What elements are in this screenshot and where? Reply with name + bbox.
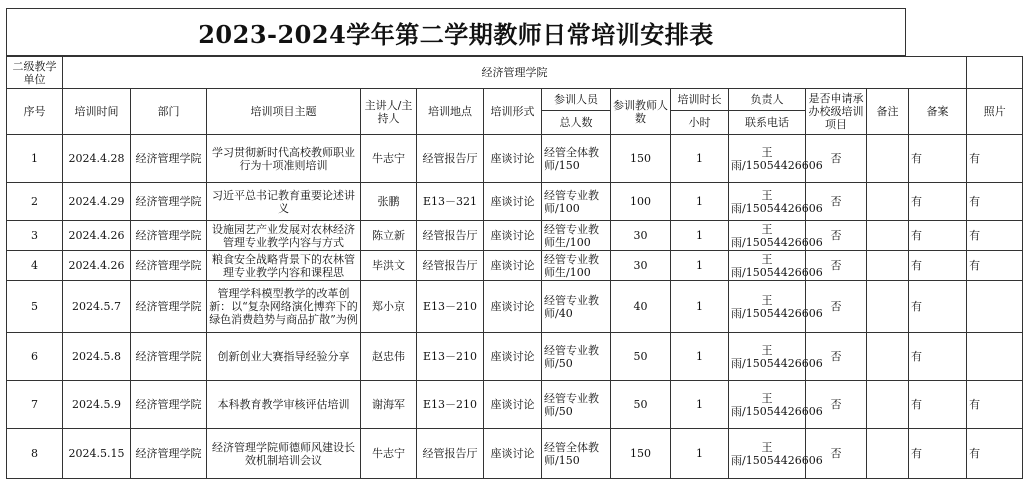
row-photo: 有 (967, 135, 1023, 183)
row-count: 150 (611, 135, 671, 183)
row-place: 经管报告厅 (417, 135, 484, 183)
row-filed: 有 (909, 333, 967, 381)
row-subject: 习近平总书记教育重要论述讲义 (207, 183, 361, 221)
row-hours: 1 (671, 135, 729, 183)
header-responsible: 负责人 (729, 89, 806, 111)
header-place: 培训地点 (417, 89, 484, 135)
row-dept: 经济管理学院 (131, 135, 207, 183)
row-form: 座谈讨论 (484, 183, 542, 221)
row-subject: 经济管理学院师德师风建设长效机制培训会议 (207, 429, 361, 479)
row-apply: 否 (806, 333, 867, 381)
row-hours: 1 (671, 333, 729, 381)
row-responsible: 王雨/15054426606 (729, 429, 806, 479)
header-seq: 序号 (7, 89, 63, 135)
row-hours: 1 (671, 221, 729, 251)
row-dept: 经济管理学院 (131, 381, 207, 429)
row-dept: 经济管理学院 (131, 281, 207, 333)
row-place: 经管报告厅 (417, 251, 484, 281)
table-row (7, 281, 1023, 333)
header-dept: 部门 (131, 89, 207, 135)
row-date: 2024.5.15 (63, 429, 131, 479)
row-responsible: 王雨/15054426606 (729, 135, 806, 183)
row-subject: 粮食安全战略背景下的农林管理专业教学内容和课程思 (207, 251, 361, 281)
row-form: 座谈讨论 (484, 281, 542, 333)
header-count: 参训教师人数 (611, 89, 671, 135)
row-count: 30 (611, 221, 671, 251)
row-subject: 学习贯彻新时代高校教师职业行为十项准则培训 (207, 135, 361, 183)
row-subject: 本科教育教学审核评估培训 (207, 381, 361, 429)
row-dept: 经济管理学院 (131, 333, 207, 381)
row-dept: 经济管理学院 (131, 429, 207, 479)
row-date: 2024.4.28 (63, 135, 131, 183)
row-apply: 否 (806, 281, 867, 333)
row-filed: 有 (909, 221, 967, 251)
page-title: 2023-2024学年第二学期教师日常培训安排表 (6, 8, 906, 56)
row-place: 经管报告厅 (417, 429, 484, 479)
row-count: 30 (611, 251, 671, 281)
row-responsible: 王雨/15054426606 (729, 281, 806, 333)
row-photo: 有 (967, 183, 1023, 221)
row-filed: 有 (909, 251, 967, 281)
header-apply: 是否申请承办校级培训项目 (806, 89, 867, 135)
row-place: E13－210 (417, 333, 484, 381)
row-speaker: 陈立新 (361, 221, 417, 251)
row-seq: 1 (7, 135, 63, 183)
row-count: 40 (611, 281, 671, 333)
row-seq: 5 (7, 281, 63, 333)
row-form: 座谈讨论 (484, 333, 542, 381)
row-date: 2024.4.26 (63, 221, 131, 251)
header-remark: 备注 (867, 89, 909, 135)
row-participants: 经管专业教师/100 (542, 183, 611, 221)
row-filed: 有 (909, 381, 967, 429)
row-dept: 经济管理学院 (131, 183, 207, 221)
row-remark (867, 251, 909, 281)
unit-label: 二级教学单位 (7, 57, 63, 89)
row-participants: 经管专业教师/40 (542, 281, 611, 333)
unit-value: 经济管理学院 (63, 57, 967, 89)
header-subject: 培训项目主题 (207, 89, 361, 135)
row-count: 100 (611, 183, 671, 221)
header-date: 培训时间 (63, 89, 131, 135)
row-speaker: 赵忠伟 (361, 333, 417, 381)
row-hours: 1 (671, 251, 729, 281)
table-row (7, 429, 1023, 479)
row-filed: 有 (909, 281, 967, 333)
row-participants: 经管专业教师/50 (542, 381, 611, 429)
row-photo: 有 (967, 251, 1023, 281)
row-place: E13－210 (417, 281, 484, 333)
row-filed: 有 (909, 183, 967, 221)
header-row-1 (7, 89, 1023, 111)
row-photo: 有 (967, 221, 1023, 251)
row-apply: 否 (806, 135, 867, 183)
header-hours: 培训时长 (671, 89, 729, 111)
schedule-table (6, 56, 1023, 479)
row-date: 2024.4.29 (63, 183, 131, 221)
row-speaker: 张鹏 (361, 183, 417, 221)
row-hours: 1 (671, 183, 729, 221)
row-form: 座谈讨论 (484, 251, 542, 281)
row-photo: 有 (967, 429, 1023, 479)
row-participants: 经管专业教师/50 (542, 333, 611, 381)
header-participants: 参训人员 (542, 89, 611, 111)
table-row (7, 221, 1023, 251)
row-responsible: 王雨/15054426606 (729, 221, 806, 251)
row-participants: 经管专业教师生/100 (542, 251, 611, 281)
row-responsible: 王雨/15054426606 (729, 183, 806, 221)
row-seq: 2 (7, 183, 63, 221)
row-form: 座谈讨论 (484, 221, 542, 251)
row-apply: 否 (806, 251, 867, 281)
row-photo: 有 (967, 381, 1023, 429)
row-filed: 有 (909, 429, 967, 479)
unit-row-empty-cell (967, 57, 1023, 89)
row-seq: 3 (7, 221, 63, 251)
row-form: 座谈讨论 (484, 381, 542, 429)
row-seq: 6 (7, 333, 63, 381)
table-row (7, 333, 1023, 381)
row-apply: 否 (806, 221, 867, 251)
header-photo: 照片 (967, 89, 1023, 135)
row-apply: 否 (806, 381, 867, 429)
row-speaker: 郑小京 (361, 281, 417, 333)
header-total-people: 总人数 (542, 111, 611, 135)
header-form: 培训形式 (484, 89, 542, 135)
row-apply: 否 (806, 183, 867, 221)
row-speaker: 谢海军 (361, 381, 417, 429)
row-hours: 1 (671, 281, 729, 333)
row-apply: 否 (806, 429, 867, 479)
row-place: E13－210 (417, 381, 484, 429)
row-speaker: 毕洪文 (361, 251, 417, 281)
row-participants: 经管全体教师/150 (542, 429, 611, 479)
row-count: 50 (611, 333, 671, 381)
row-place: E13－321 (417, 183, 484, 221)
row-date: 2024.5.8 (63, 333, 131, 381)
row-filed: 有 (909, 135, 967, 183)
row-remark (867, 183, 909, 221)
row-speaker: 牛志宁 (361, 429, 417, 479)
row-remark (867, 281, 909, 333)
row-responsible: 王雨/15054426606 (729, 381, 806, 429)
row-remark (867, 381, 909, 429)
unit-row (7, 57, 1023, 89)
row-seq: 4 (7, 251, 63, 281)
row-place: 经管报告厅 (417, 221, 484, 251)
row-dept: 经济管理学院 (131, 251, 207, 281)
row-subject: 创新创业大赛指导经验分享 (207, 333, 361, 381)
header-hours-unit: 小时 (671, 111, 729, 135)
row-seq: 7 (7, 381, 63, 429)
row-date: 2024.4.26 (63, 251, 131, 281)
header-filed: 备案 (909, 89, 967, 135)
row-count: 150 (611, 429, 671, 479)
table-row (7, 251, 1023, 281)
row-remark (867, 429, 909, 479)
row-photo (967, 333, 1023, 381)
row-dept: 经济管理学院 (131, 221, 207, 251)
table-row (7, 381, 1023, 429)
row-count: 50 (611, 381, 671, 429)
row-hours: 1 (671, 381, 729, 429)
row-subject: 管理学科模型教学的改革创新：以“复杂网络演化博弈下的绿色消费趋势与商品扩散”为例 (207, 281, 361, 333)
row-seq: 8 (7, 429, 63, 479)
table-row (7, 183, 1023, 221)
table-row (7, 135, 1023, 183)
row-remark (867, 221, 909, 251)
row-responsible: 王雨/15054426606 (729, 333, 806, 381)
row-subject: 设施园艺产业发展对农林经济管理专业教学内容与方式 (207, 221, 361, 251)
header-speaker: 主讲人/主持人 (361, 89, 417, 135)
row-date: 2024.5.7 (63, 281, 131, 333)
row-date: 2024.5.9 (63, 381, 131, 429)
row-speaker: 牛志宁 (361, 135, 417, 183)
row-hours: 1 (671, 429, 729, 479)
row-photo (967, 281, 1023, 333)
row-remark (867, 135, 909, 183)
row-participants: 经管全体教师/150 (542, 135, 611, 183)
header-phone: 联系电话 (729, 111, 806, 135)
row-responsible: 王雨/15054426606 (729, 251, 806, 281)
row-remark (867, 333, 909, 381)
row-form: 座谈讨论 (484, 429, 542, 479)
row-participants: 经管专业教师生/100 (542, 221, 611, 251)
row-form: 座谈讨论 (484, 135, 542, 183)
